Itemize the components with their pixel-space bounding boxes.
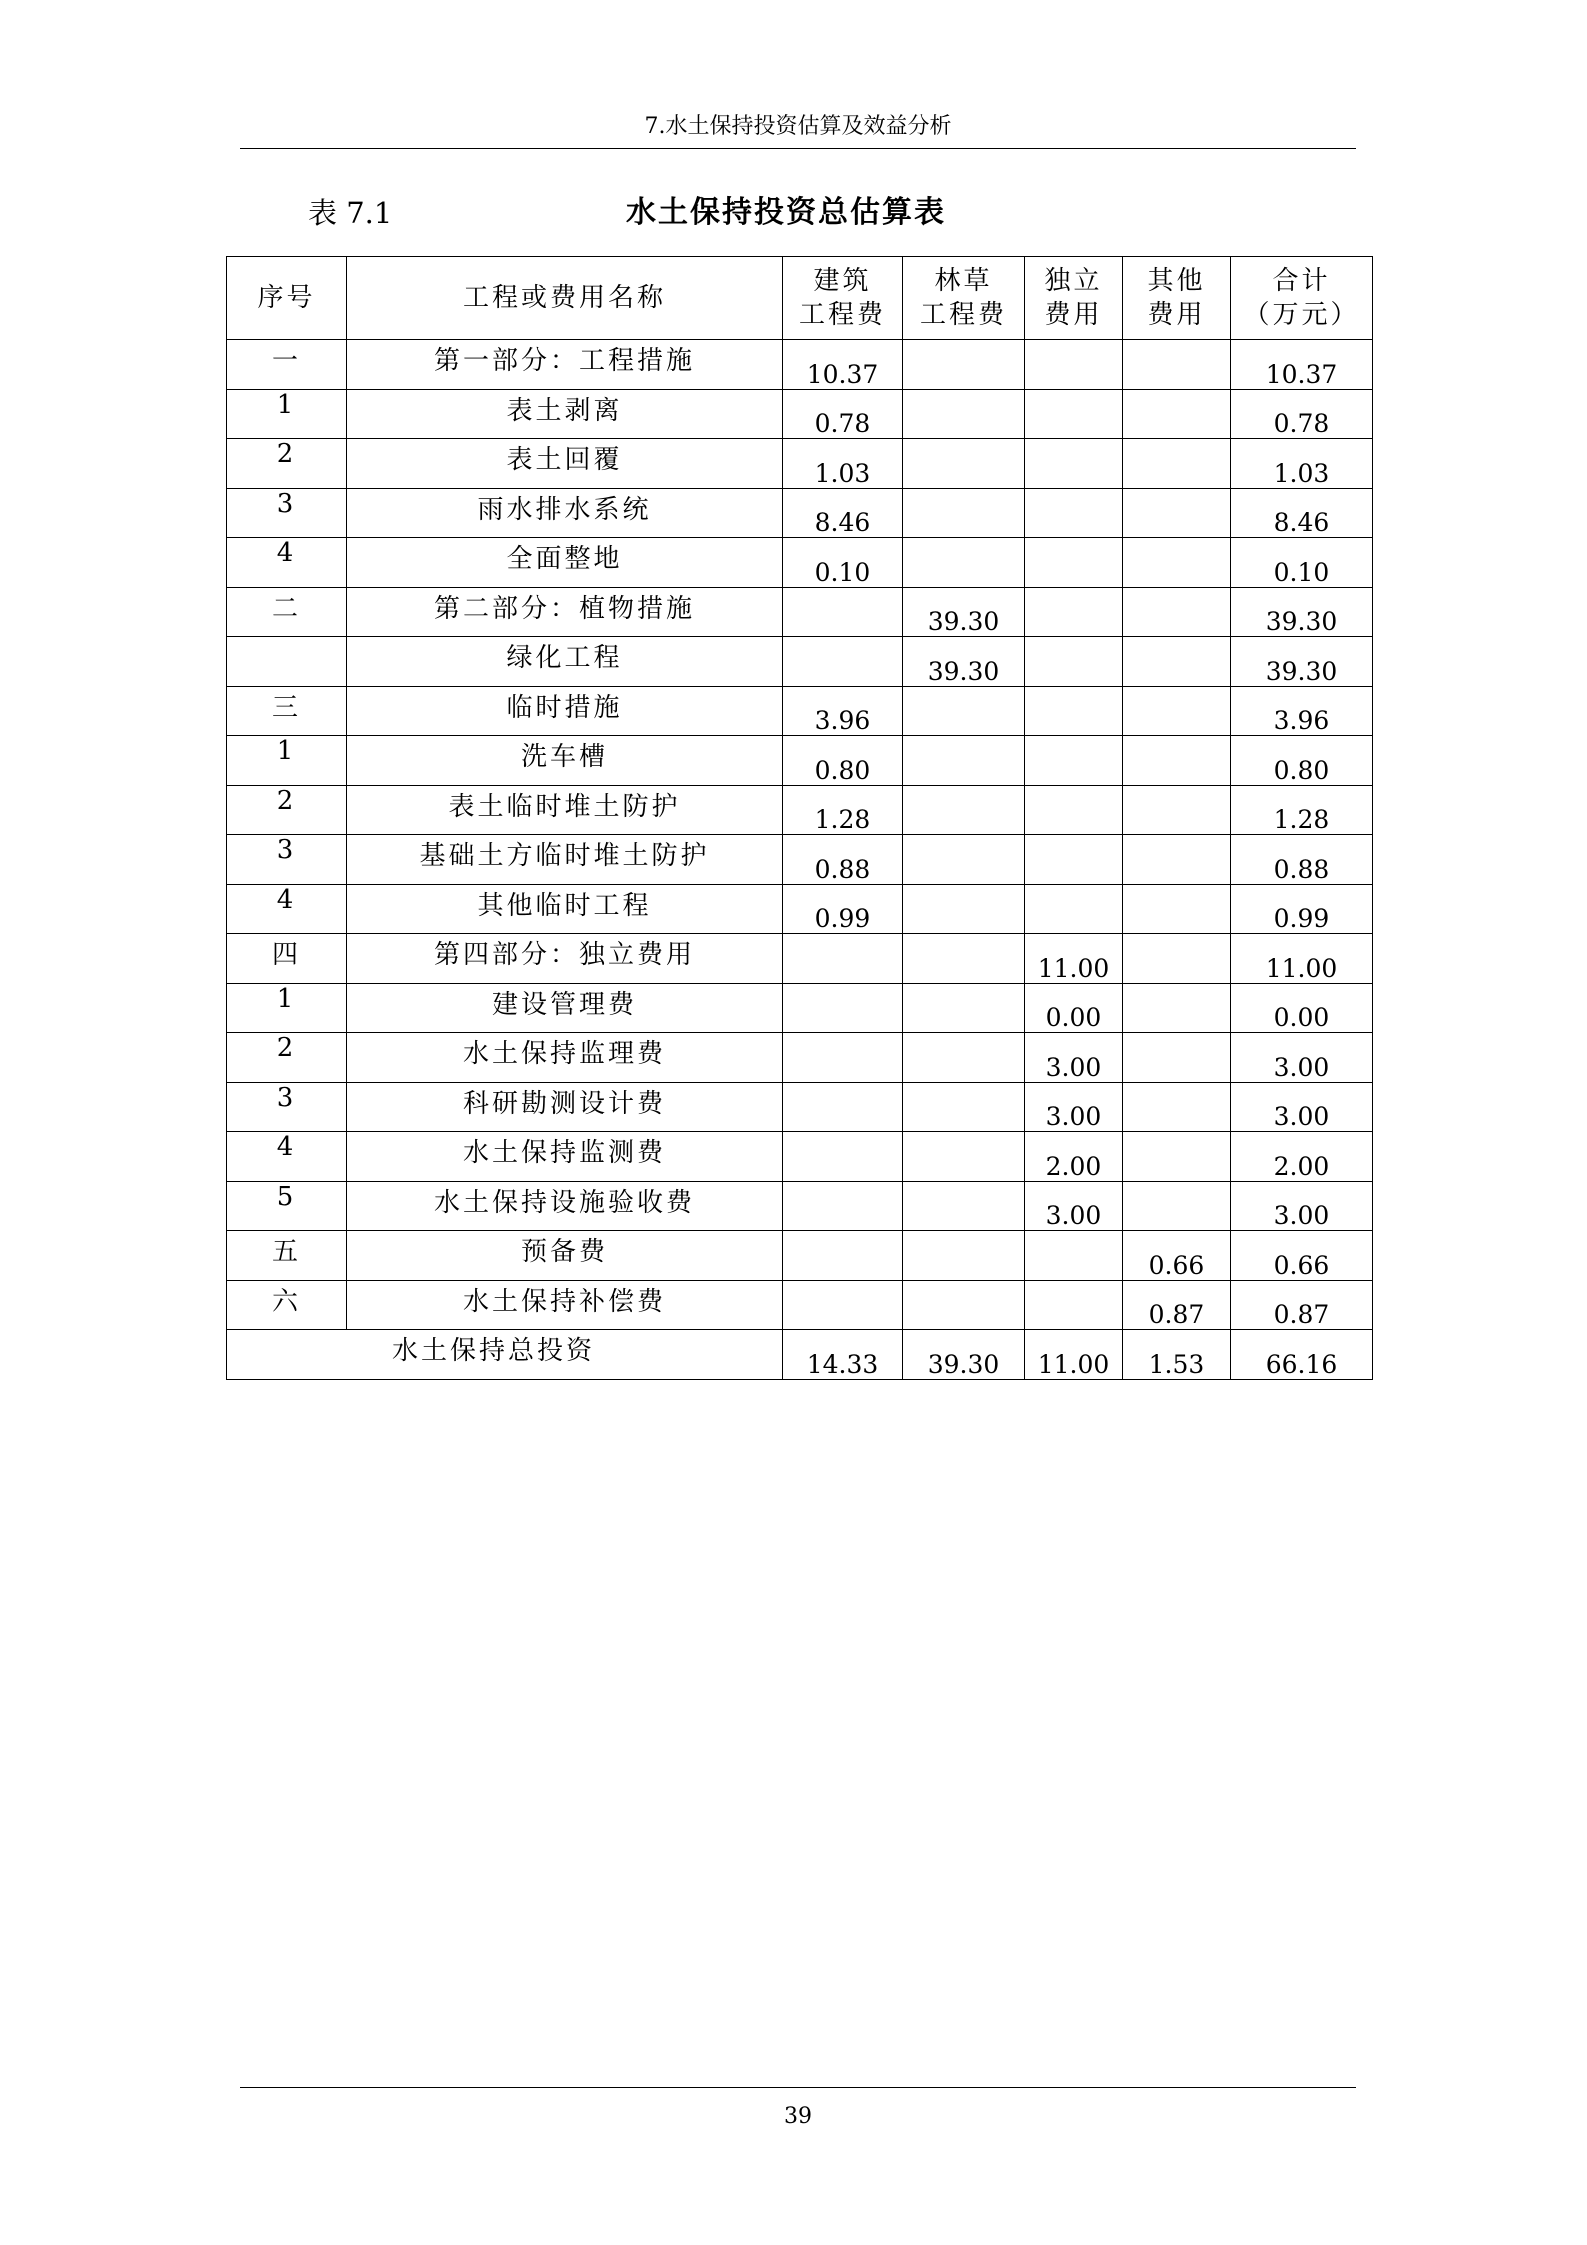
- cell-independent: [1025, 538, 1123, 588]
- table-row: [227, 785, 1373, 835]
- total-construction: 14.33: [783, 1330, 903, 1380]
- col-header-other: [1123, 257, 1231, 340]
- cell-name: 表土剥离: [347, 389, 783, 439]
- cell-independent: 0.00: [1025, 983, 1123, 1033]
- cell-independent: [1025, 884, 1123, 934]
- cell-name: 临时措施: [347, 686, 783, 736]
- cell-construction: [783, 1231, 903, 1281]
- cell-forest: [903, 884, 1025, 934]
- cell-name: 水土保持监理费: [347, 1033, 783, 1083]
- cell-other: [1123, 538, 1231, 588]
- cell-independent: [1025, 835, 1123, 885]
- col-header-forest-line1: 林草: [934, 266, 993, 296]
- cell-seq: 三: [227, 686, 347, 736]
- cell-seq: 4: [227, 1132, 347, 1182]
- cell-total: 39.30: [1231, 637, 1373, 687]
- total-forest: 39.30: [903, 1330, 1025, 1380]
- cell-other: [1123, 1181, 1231, 1231]
- table-row: [227, 488, 1373, 538]
- cell-name: 表土临时堆土防护: [347, 785, 783, 835]
- cell-forest: [903, 983, 1025, 1033]
- cell-other: [1123, 884, 1231, 934]
- table-row: [227, 835, 1373, 885]
- cell-name: 洗车槽: [347, 736, 783, 786]
- col-header-construction-line1: 建筑: [813, 266, 872, 296]
- table-head: [227, 257, 1373, 340]
- header-row: [227, 257, 1373, 340]
- table-row: [227, 1181, 1373, 1231]
- cell-independent: [1025, 686, 1123, 736]
- table-row: [227, 934, 1373, 984]
- col-header-forest: [903, 257, 1025, 340]
- cell-other: [1123, 835, 1231, 885]
- cell-construction: 0.80: [783, 736, 903, 786]
- table-row: [227, 637, 1373, 687]
- header-rule: [240, 148, 1356, 149]
- cell-name: 表土回覆: [347, 439, 783, 489]
- cell-forest: [903, 835, 1025, 885]
- cell-other: [1123, 488, 1231, 538]
- cell-other: [1123, 1132, 1231, 1182]
- cell-forest: [903, 1181, 1025, 1231]
- cell-total: 3.00: [1231, 1181, 1373, 1231]
- cell-construction: [783, 1082, 903, 1132]
- cell-other: [1123, 736, 1231, 786]
- cell-construction: 0.88: [783, 835, 903, 885]
- cell-name: 绿化工程: [347, 637, 783, 687]
- cell-construction: 3.96: [783, 686, 903, 736]
- cell-name: 水土保持补偿费: [347, 1280, 783, 1330]
- cell-construction: [783, 637, 903, 687]
- cell-forest: [903, 340, 1025, 390]
- cell-forest: [903, 1082, 1025, 1132]
- cell-forest: [903, 686, 1025, 736]
- cell-forest: 39.30: [903, 637, 1025, 687]
- cell-construction: 0.10: [783, 538, 903, 588]
- cell-other: [1123, 1033, 1231, 1083]
- cell-seq: 3: [227, 1082, 347, 1132]
- cell-independent: [1025, 389, 1123, 439]
- table-row: [227, 884, 1373, 934]
- cell-total: 2.00: [1231, 1132, 1373, 1182]
- cell-forest: [903, 934, 1025, 984]
- cell-independent: [1025, 587, 1123, 637]
- cell-forest: [903, 1033, 1025, 1083]
- cell-total: 0.80: [1231, 736, 1373, 786]
- table-row: [227, 1280, 1373, 1330]
- cell-total: 39.30: [1231, 587, 1373, 637]
- cell-construction: 10.37: [783, 340, 903, 390]
- cell-name: 第一部分：工程措施: [347, 340, 783, 390]
- cell-other: [1123, 340, 1231, 390]
- cell-total: 0.66: [1231, 1231, 1373, 1281]
- total-other: 1.53: [1123, 1330, 1231, 1380]
- table-row: [227, 538, 1373, 588]
- col-header-total: [1231, 257, 1373, 340]
- cell-name: 水土保持监测费: [347, 1132, 783, 1182]
- cell-name: 预备费: [347, 1231, 783, 1281]
- table-number: 表 7.1: [308, 196, 393, 230]
- cell-name: 第二部分：植物措施: [347, 587, 783, 637]
- cell-other: [1123, 389, 1231, 439]
- col-header-construction-line2: 工程费: [798, 300, 886, 330]
- cell-other: 0.87: [1123, 1280, 1231, 1330]
- col-header-name-text: 工程或费用名称: [462, 283, 666, 313]
- table-title: 水土保持投资总估算表: [626, 195, 946, 230]
- total-independent: 11.00: [1025, 1330, 1123, 1380]
- cell-forest: [903, 1132, 1025, 1182]
- cell-forest: [903, 1280, 1025, 1330]
- cell-independent: 3.00: [1025, 1033, 1123, 1083]
- col-header-total-line2: （万元）: [1243, 300, 1360, 330]
- cell-forest: [903, 439, 1025, 489]
- cell-total: 0.87: [1231, 1280, 1373, 1330]
- cell-total: 3.96: [1231, 686, 1373, 736]
- cell-total: 0.10: [1231, 538, 1373, 588]
- cell-seq: [227, 637, 347, 687]
- cell-seq: 一: [227, 340, 347, 390]
- table-row: [227, 439, 1373, 489]
- table-row: [227, 1231, 1373, 1281]
- cell-construction: [783, 1181, 903, 1231]
- footer-rule: [240, 2087, 1356, 2088]
- cell-construction: [783, 934, 903, 984]
- cell-seq: 2: [227, 439, 347, 489]
- cell-seq: 2: [227, 785, 347, 835]
- cell-forest: [903, 389, 1025, 439]
- cell-seq: 六: [227, 1280, 347, 1330]
- cell-construction: [783, 983, 903, 1033]
- total-row: [227, 1330, 1373, 1380]
- cell-total: 1.03: [1231, 439, 1373, 489]
- cell-construction: 1.28: [783, 785, 903, 835]
- cell-independent: [1025, 1280, 1123, 1330]
- investment-estimate-table: [226, 256, 1373, 1380]
- table-row: [227, 587, 1373, 637]
- cell-seq: 1: [227, 736, 347, 786]
- cell-total: 11.00: [1231, 934, 1373, 984]
- cell-construction: 8.46: [783, 488, 903, 538]
- cell-seq: 1: [227, 389, 347, 439]
- table-row: [227, 686, 1373, 736]
- cell-seq: 3: [227, 835, 347, 885]
- table-body: [227, 340, 1373, 1380]
- cell-construction: 1.03: [783, 439, 903, 489]
- cell-forest: 39.30: [903, 587, 1025, 637]
- col-header-total-line1: 合计: [1272, 266, 1331, 296]
- cell-construction: [783, 1132, 903, 1182]
- cell-name: 科研勘测设计费: [347, 1082, 783, 1132]
- table-row: [227, 389, 1373, 439]
- cell-independent: [1025, 439, 1123, 489]
- table-row: [227, 736, 1373, 786]
- col-header-other-line1: 其他: [1147, 266, 1206, 296]
- cell-forest: [903, 488, 1025, 538]
- cell-forest: [903, 1231, 1025, 1281]
- cell-other: 0.66: [1123, 1231, 1231, 1281]
- cell-forest: [903, 736, 1025, 786]
- table-row: [227, 1082, 1373, 1132]
- cell-seq: 5: [227, 1181, 347, 1231]
- cell-name: 建设管理费: [347, 983, 783, 1033]
- cell-seq: 五: [227, 1231, 347, 1281]
- cell-construction: [783, 587, 903, 637]
- cell-name: 第四部分：独立费用: [347, 934, 783, 984]
- total-sum: 66.16: [1231, 1330, 1373, 1380]
- col-header-forest-line2: 工程费: [919, 300, 1007, 330]
- running-header: 7.水土保持投资估算及效益分析: [644, 114, 952, 139]
- cell-independent: 3.00: [1025, 1082, 1123, 1132]
- cell-total: 0.88: [1231, 835, 1373, 885]
- table-row: [227, 340, 1373, 390]
- cell-independent: [1025, 785, 1123, 835]
- table-row: [227, 1033, 1373, 1083]
- col-header-construction: [783, 257, 903, 340]
- cell-total: 8.46: [1231, 488, 1373, 538]
- cell-independent: [1025, 1231, 1123, 1281]
- cell-total: 0.99: [1231, 884, 1373, 934]
- cell-independent: [1025, 488, 1123, 538]
- cell-seq: 二: [227, 587, 347, 637]
- page-number: 39: [784, 2104, 812, 2129]
- col-header-seq: [227, 257, 347, 340]
- col-header-other-line2: 费用: [1147, 300, 1206, 330]
- cell-name: 水土保持设施验收费: [347, 1181, 783, 1231]
- cell-seq: 四: [227, 934, 347, 984]
- cell-forest: [903, 538, 1025, 588]
- cell-other: [1123, 686, 1231, 736]
- cell-name: 雨水排水系统: [347, 488, 783, 538]
- cell-independent: [1025, 736, 1123, 786]
- col-header-name: [347, 257, 783, 340]
- cell-other: [1123, 439, 1231, 489]
- cell-independent: 3.00: [1025, 1181, 1123, 1231]
- cell-total: 1.28: [1231, 785, 1373, 835]
- cell-other: [1123, 1082, 1231, 1132]
- cell-other: [1123, 934, 1231, 984]
- cell-name: 全面整地: [347, 538, 783, 588]
- cell-construction: 0.99: [783, 884, 903, 934]
- cell-seq: 1: [227, 983, 347, 1033]
- cell-total: 0.78: [1231, 389, 1373, 439]
- cell-independent: [1025, 340, 1123, 390]
- table-row: [227, 1132, 1373, 1182]
- cell-total: 3.00: [1231, 1033, 1373, 1083]
- cell-other: [1123, 587, 1231, 637]
- cell-total: 0.00: [1231, 983, 1373, 1033]
- cell-other: [1123, 637, 1231, 687]
- cell-other: [1123, 785, 1231, 835]
- col-header-seq-text: 序号: [257, 283, 316, 313]
- cell-seq: 4: [227, 884, 347, 934]
- total-label: 水土保持总投资: [227, 1330, 783, 1380]
- cell-seq: 3: [227, 488, 347, 538]
- cell-independent: [1025, 637, 1123, 687]
- cell-seq: 4: [227, 538, 347, 588]
- cell-seq: 2: [227, 1033, 347, 1083]
- col-header-independent: [1025, 257, 1123, 340]
- cell-construction: [783, 1280, 903, 1330]
- col-header-independent-line1: 独立: [1044, 266, 1103, 296]
- cell-forest: [903, 785, 1025, 835]
- cell-construction: 0.78: [783, 389, 903, 439]
- table-row: [227, 983, 1373, 1033]
- cell-total: 3.00: [1231, 1082, 1373, 1132]
- cell-name: 其他临时工程: [347, 884, 783, 934]
- cell-construction: [783, 1033, 903, 1083]
- cell-independent: 2.00: [1025, 1132, 1123, 1182]
- cell-total: 10.37: [1231, 340, 1373, 390]
- cell-independent: 11.00: [1025, 934, 1123, 984]
- cell-other: [1123, 983, 1231, 1033]
- col-header-independent-line2: 费用: [1044, 300, 1103, 330]
- cell-name: 基础土方临时堆土防护: [347, 835, 783, 885]
